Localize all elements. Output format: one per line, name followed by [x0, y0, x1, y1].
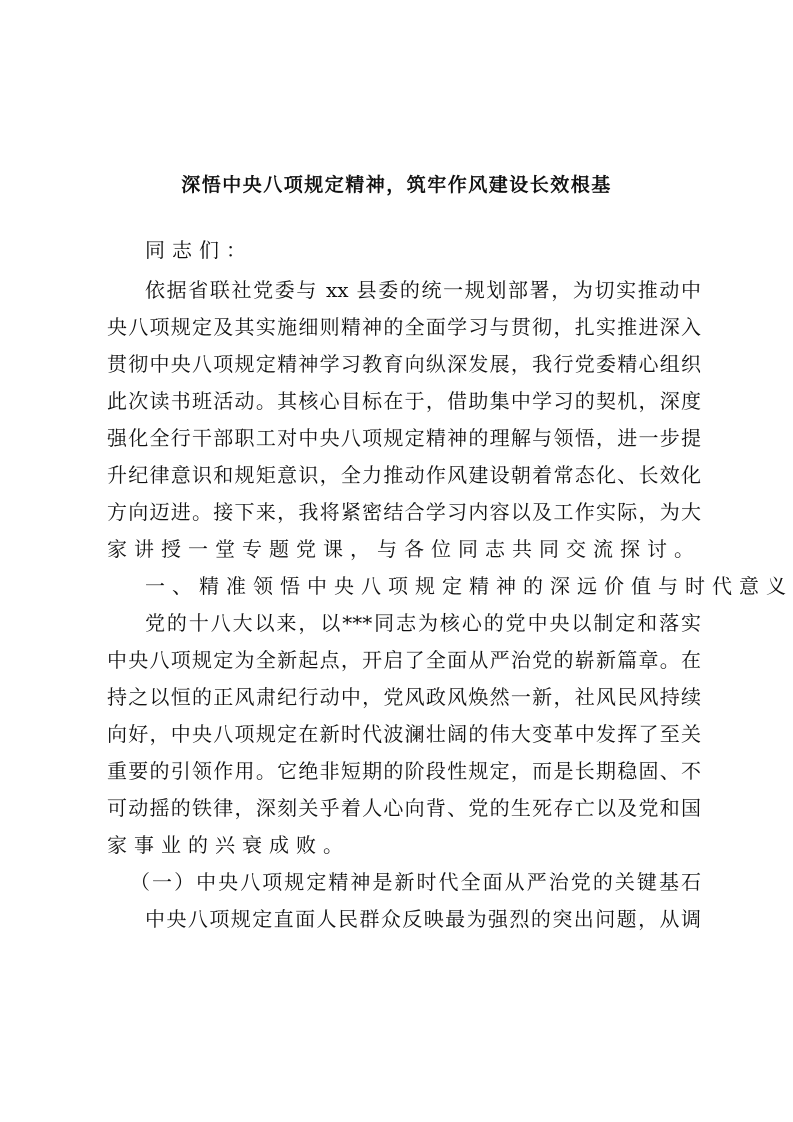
body-line: 方向迈进。接下来，我将紧密结合学习内容以及工作实际，为大: [107, 500, 701, 524]
body-line: 此次读书班活动。其核心目标在于，借助集中学习的契机，深度: [107, 389, 701, 413]
body-line: 中央八项规定为全新起点，开启了全面从严治党的崭新篇章。在: [107, 648, 701, 672]
body-line: 贯彻中央八项规定精神学习教育向纵深发展，我行党委精心组织: [107, 352, 701, 376]
body-line: 中央八项规定直面人民群众反映最为强烈的突出问题，从调: [145, 907, 701, 931]
body-line: 强化全行干部职工对中央八项规定精神的理解与领悟，进一步提: [107, 426, 701, 450]
body-line: 家讲授一堂专题党课，与各位同志共同交流探讨。: [107, 537, 701, 561]
document-title: 深悟中央八项规定精神，筑牢作风建设长效根基: [181, 174, 612, 196]
subsection-heading: （一）中央八项规定精神是新时代全面从严治党的关键基石: [130, 870, 701, 894]
body-line: 持之以恒的正风肃纪行动中，党风政风焕然一新，社风民风持续: [107, 685, 701, 709]
body-line: 家事业的兴衰成败。: [107, 833, 350, 857]
body-line: 依据省联社党委与 xx 县委的统一规划部署，为切实推动中: [145, 278, 701, 302]
body-line: 重要的引领作用。它绝非短期的阶段性规定，而是长期稳固、不: [107, 759, 701, 783]
body-line: 党的十八大以来，以***同志为核心的党中央以制定和落实: [145, 611, 701, 635]
salutation: 同志们：: [145, 238, 253, 262]
body-line: 向好，中央八项规定在新时代波澜壮阔的伟大变革中发挥了至关: [107, 722, 701, 746]
body-line: 升纪律意识和规矩意识，全力推动作风建设朝着常态化、长效化: [107, 463, 701, 487]
section-heading: 一、精准领悟中央八项规定精神的深远价值与时代意义: [145, 574, 793, 598]
body-line: 央八项规定及其实施细则精神的全面学习与贯彻，扎实推进深入: [107, 315, 701, 339]
body-line: 可动摇的铁律，深刻关乎着人心向背、党的生死存亡以及党和国: [107, 796, 701, 820]
